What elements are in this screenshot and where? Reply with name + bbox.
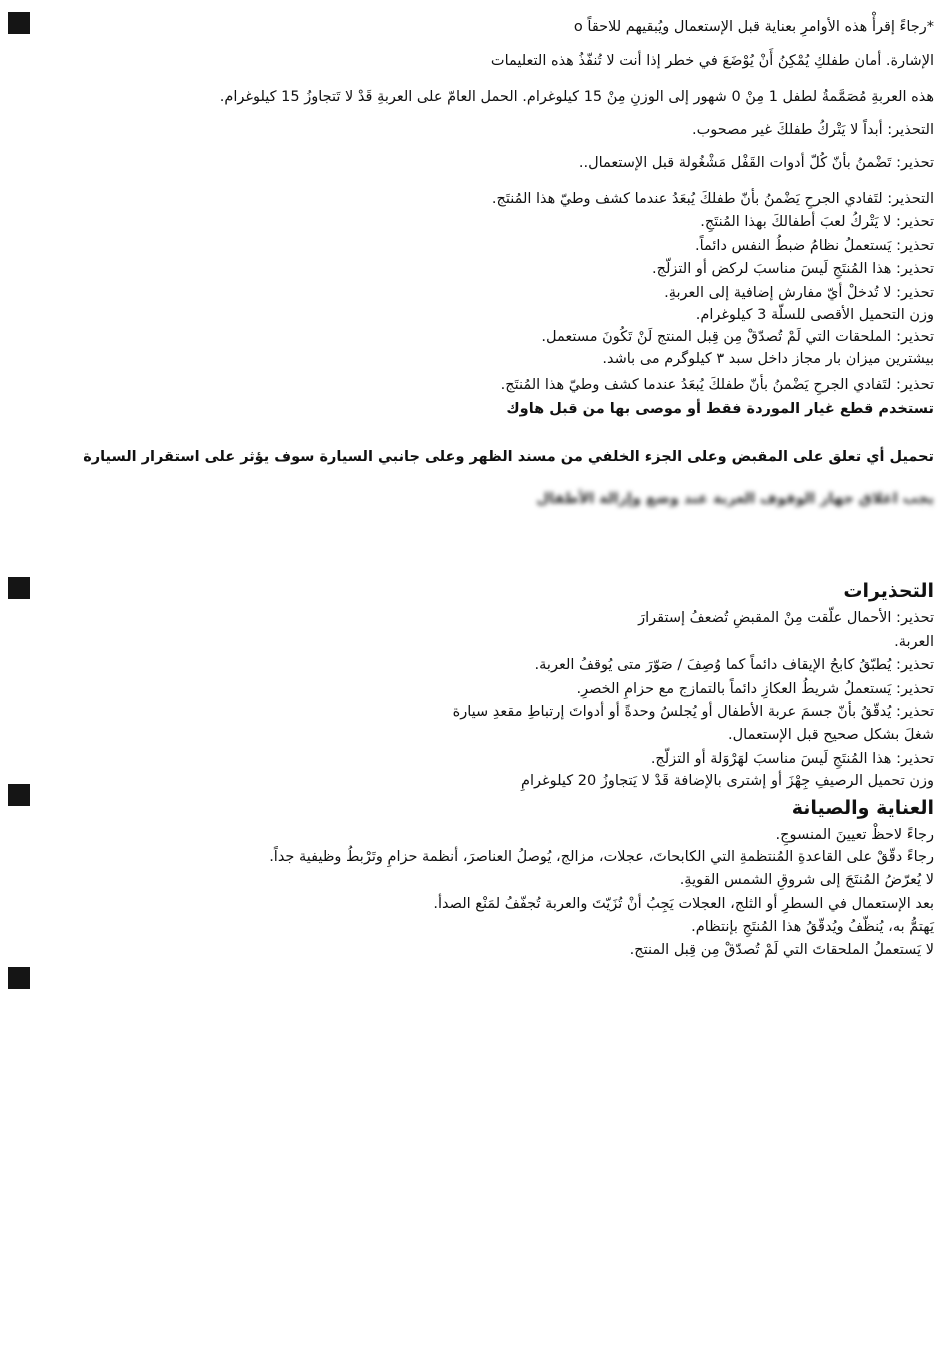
instruction-line: وزن التحميل الأقصى للسلّة 3 كيلوغرام. bbox=[695, 307, 934, 323]
instruction-line: هذه العربةِ مُصَمَّمةُ لطفل 1 مِنْ 0 شهور إلى الوزنِ مِنْ 15 كيلوغرام. الحمل العامّ على العربةِ قَدْ لا تَتجاوزُ 15 كيلوغرام. bbox=[219, 89, 934, 105]
instruction-line: *رجاءً إقرأْ هذه الأوامرِ بعناية قبل الإستعمال ويُبقيهم للاحقاً o bbox=[573, 19, 934, 35]
instruction-line: تحذير: تَضْمنُ بأنّ كُلّ أدوات القَفْل مَشْغُولة قبل الإستعمال.. bbox=[578, 155, 934, 171]
instruction-line: تحذير: هذا المُنتَجِ لَيسَ مناسبَ لركض أو التزلّج. bbox=[652, 261, 934, 277]
care-line: رجاءً دقّقْ على القاعدةِ المُنتظمةِ التي الكابحاتَ، عجلات، مزالج، يُوصلُ العناصرَ، أنظمة حزامِ وتَرْبطُ وظيفية جداً. bbox=[269, 849, 934, 865]
instruction-line: التحذير: أبداً لا يَتْركُ طفلكَ غير مصحوب. bbox=[691, 122, 934, 138]
instruction-line: تحذير: لا تُدخلْ أيّ مفارش إضافية إلى العربةِ. bbox=[664, 285, 934, 301]
instruction-line: تحذير: لتَفادي الجرحِ يَضْمنُ بأنّ طفلكَ يُبعَدُ عندما كشف وطيّ هذا المُنتَج. bbox=[500, 377, 934, 393]
care-line: رجاءً لاحظْ تعيينَ المنسوجِ. bbox=[775, 827, 934, 843]
care-line: لا يُعرّضُ المُنتَجَ إلى شروقِ الشمس القويةِ. bbox=[679, 872, 934, 888]
load-stability-notice: تحميل أي تعلق على المقبض وعلى الجزء الخلفي من مسند الظهر وعلى جانبي السيارة سوف يؤثر على استقرار السيارة bbox=[83, 449, 934, 465]
page-marker-4 bbox=[8, 967, 30, 989]
warning-line: العربة. bbox=[894, 634, 934, 650]
instruction-line: تحذير: يَستعملُ نظامُ ضبطُ النفس دائماً. bbox=[694, 238, 934, 254]
warning-line: تحذير: يَستعملُ شريطُ العكازِ دائماً بالتمازج مع حزامِ الخصرِ. bbox=[576, 681, 934, 697]
warning-line: تحذير: يُدقّقُ بأنّ جسمَ عربة الأطفال أو يُجلسُ وحدةً أو أدواتَ إرتباطِ مقعدِ سيارة bbox=[452, 704, 934, 720]
instruction-line: الإشارة. أمان طفلكِ يُمْكِنُ أَنْ يُوْضَعَ في خطر إذا أنت لا تُنفّذُ هذه التعليمات bbox=[490, 53, 934, 69]
warning-line: شغلَ بشكل صحيح قبل الإستعمال. bbox=[728, 727, 934, 743]
instruction-line: التحذير: لتَفادي الجرحِ يَضْمنُ بأنّ طفلكَ يُبعَدُ عندما كشف وطيّ هذا المُنتَج. bbox=[491, 191, 934, 207]
instruction-line: تحذير: الملحقات التي لَمْ تُصدّقْ مِن قِبل المنتج لَنْ تَكُونَ مستعمل. bbox=[541, 329, 934, 345]
page-marker-3 bbox=[8, 784, 30, 806]
warning-line: وزن تحميل الرصيفِ جِهْزَ أو إشترى بالإضافة قَدْ لا يَتجاوزُ 20 كيلوغرامِ bbox=[520, 773, 934, 789]
warning-line: تحذير: هذا المُنتَجِ لَيسَ مناسبَ لهَرْوَلة أو التزلّج. bbox=[650, 751, 934, 767]
page-marker-1 bbox=[8, 12, 30, 34]
page-marker-2 bbox=[8, 577, 30, 599]
care-line: لا يَستعملُ الملحقاتَ التي لَمْ تُصدّقْ مِن قِبل المنتج. bbox=[629, 942, 934, 958]
care-heading: العناية والصيانة bbox=[791, 797, 934, 819]
care-line: يَهتمُّ به، يُنظّفُ ويُدقّقُ هذا المُنتَجِ بإنتظام. bbox=[691, 919, 934, 935]
spare-parts-notice: تستخدم قطع غيار الموردة فقط أو موصى بها من قبل هاوك bbox=[506, 401, 934, 417]
warning-line: تحذير: الأحمال علّقت مِنْ المقبضِ تُضعفُ إستقرارَ bbox=[638, 610, 934, 626]
warning-line: تحذير: يُطبّقُ كابحُ الإيقاف دائماً كما وُصِفَ / صَوّرَ متى يُوقفُ العربة. bbox=[534, 657, 934, 673]
instruction-line: بيشترين ميزان بار مجاز داخل سبد ۳ كيلوگرم مى باشد. bbox=[602, 351, 934, 367]
care-line: بعد الإستعمال في السطرِ أو الثلج، العجلات يَجِبُ أنْ تُزَيّتَ والعربة تُجفّفُ لمَنْع الصدأ. bbox=[433, 896, 934, 912]
instruction-line: تحذير: لا يَتْركُ لعبَ أطفالكَ بهذا المُنتَجِ. bbox=[700, 214, 934, 230]
parking-brake-notice: يجب اغلاق جهاز الوقوف العربة عند وضع وإزالة الأطفال bbox=[536, 491, 934, 507]
warnings-heading: التحذيرات bbox=[843, 580, 934, 602]
